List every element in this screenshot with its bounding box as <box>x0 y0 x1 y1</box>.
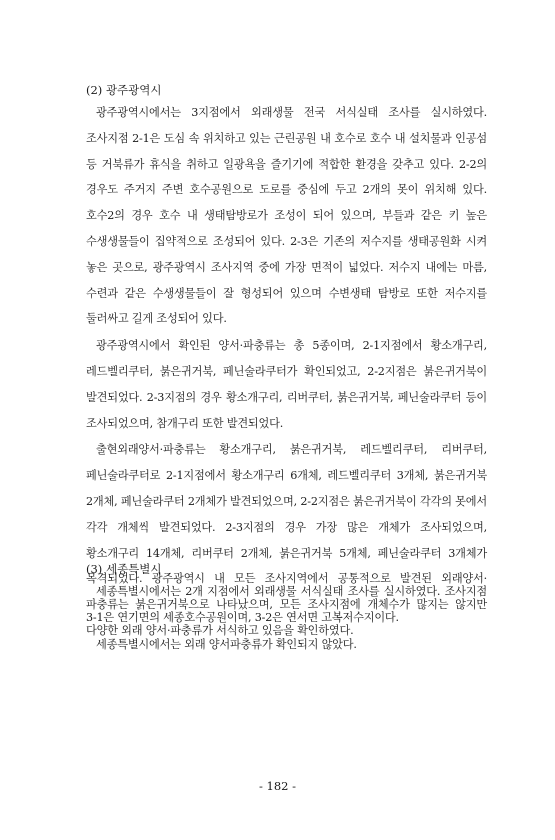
paragraph: 출현외래양서·파충류는 황소개구리, 붉은귀거북, 레드벨리쿠터, 리버쿠터, 페닌술라쿠터로 2-1지점에서 황소개구리 6개체, 레드벨리쿠터 3개체, 붉은귀거북 2개체, 페닌술라쿠터 2개체가 발견되었으며, 2-2지점은 붉은귀거북이 각각의 못에서 각각 개체씩 발견되었다. 2-3지점의 경우 가장 많은 개체가 조사되었으며, 황소개구리 14개체, 리버쿠터 2개체, 붉은귀거북 5개체, 페닌술라쿠터 3개체가 목격되었다. 광주광역시 내 모든 조사지역에서 공통적으로 발견된 외래양서·파충류는 붉은귀거북으로 나타났으며, 모든 조사지점에 개체수가 많지는 않지만 다양한 외래 양서·파충류가 서식하고 있음을 확인하였다. <box>86 443 487 637</box>
section-body-sejong <box>86 579 487 657</box>
section-heading-sejong: (3) 세종특별시 <box>86 562 162 576</box>
paragraph: 광주광역시에서는 3지점에서 외래생물 전국 서식실태 조사를 실시하였다. 조사지점 2-1은 도심 속 위치하고 있는 근린공원 내 호수로 호수 내 설치물과 인공섬 등 거북류가 휴식을 취하고 일광욕을 즐기기에 적합한 환경을 갖추고 있다. 2-2의 경우도 주거지 주변 호수공원으로 도로를 중심에 두고 2개의 못이 위치해 있다. 호수2의 경우 호수 내 생태탐방로가 조성이 되어 있으며, 부들과 같은 키 높은 수생생물들이 집약적으로 조성되어 있다. 2-3은 기존의 저수지를 생태공원화 시켜 놓은 곳으로, 광주광역시 조사지역 중에 가장 면적이 넓었다. 저수지 내에는 마름, 수련과 같은 수생생물들이 잘 형성되어 있으며 수변생태 탐방로 또한 저수지를 둘러싸고 길게 조성되어 있다. <box>86 106 487 326</box>
paragraph: 광주광역시에서 확인된 양서·파충류는 총 5종이며, 2-1지점에서 황소개구리, 레드벨리쿠터, 붉은귀거북, 페닌술라쿠터가 확인되었고, 2-2지점은 붉은귀거북이 발견되었다. 2-3지점의 경우 황소개구리, 리버쿠터, 붉은귀거북, 페닌술라쿠터 등이 조사되었으며, 참개구리 또한 발견되었다. <box>86 339 487 430</box>
page-number: - 182 - <box>258 779 297 793</box>
paragraph: 세종특별시에서는 외래 양서파충류가 확인되지 않았다. <box>96 637 357 651</box>
section-heading-gwangju: (2) 광주광역시 <box>86 83 162 97</box>
paragraph: 세종특별시에서는 2개 지점에서 외래생물 서식실태 조사를 실시하였다. 조사지점 3-1은 연기면의 세종호수공원이며, 3-2은 연서면 고복저수지이다. <box>86 585 487 624</box>
